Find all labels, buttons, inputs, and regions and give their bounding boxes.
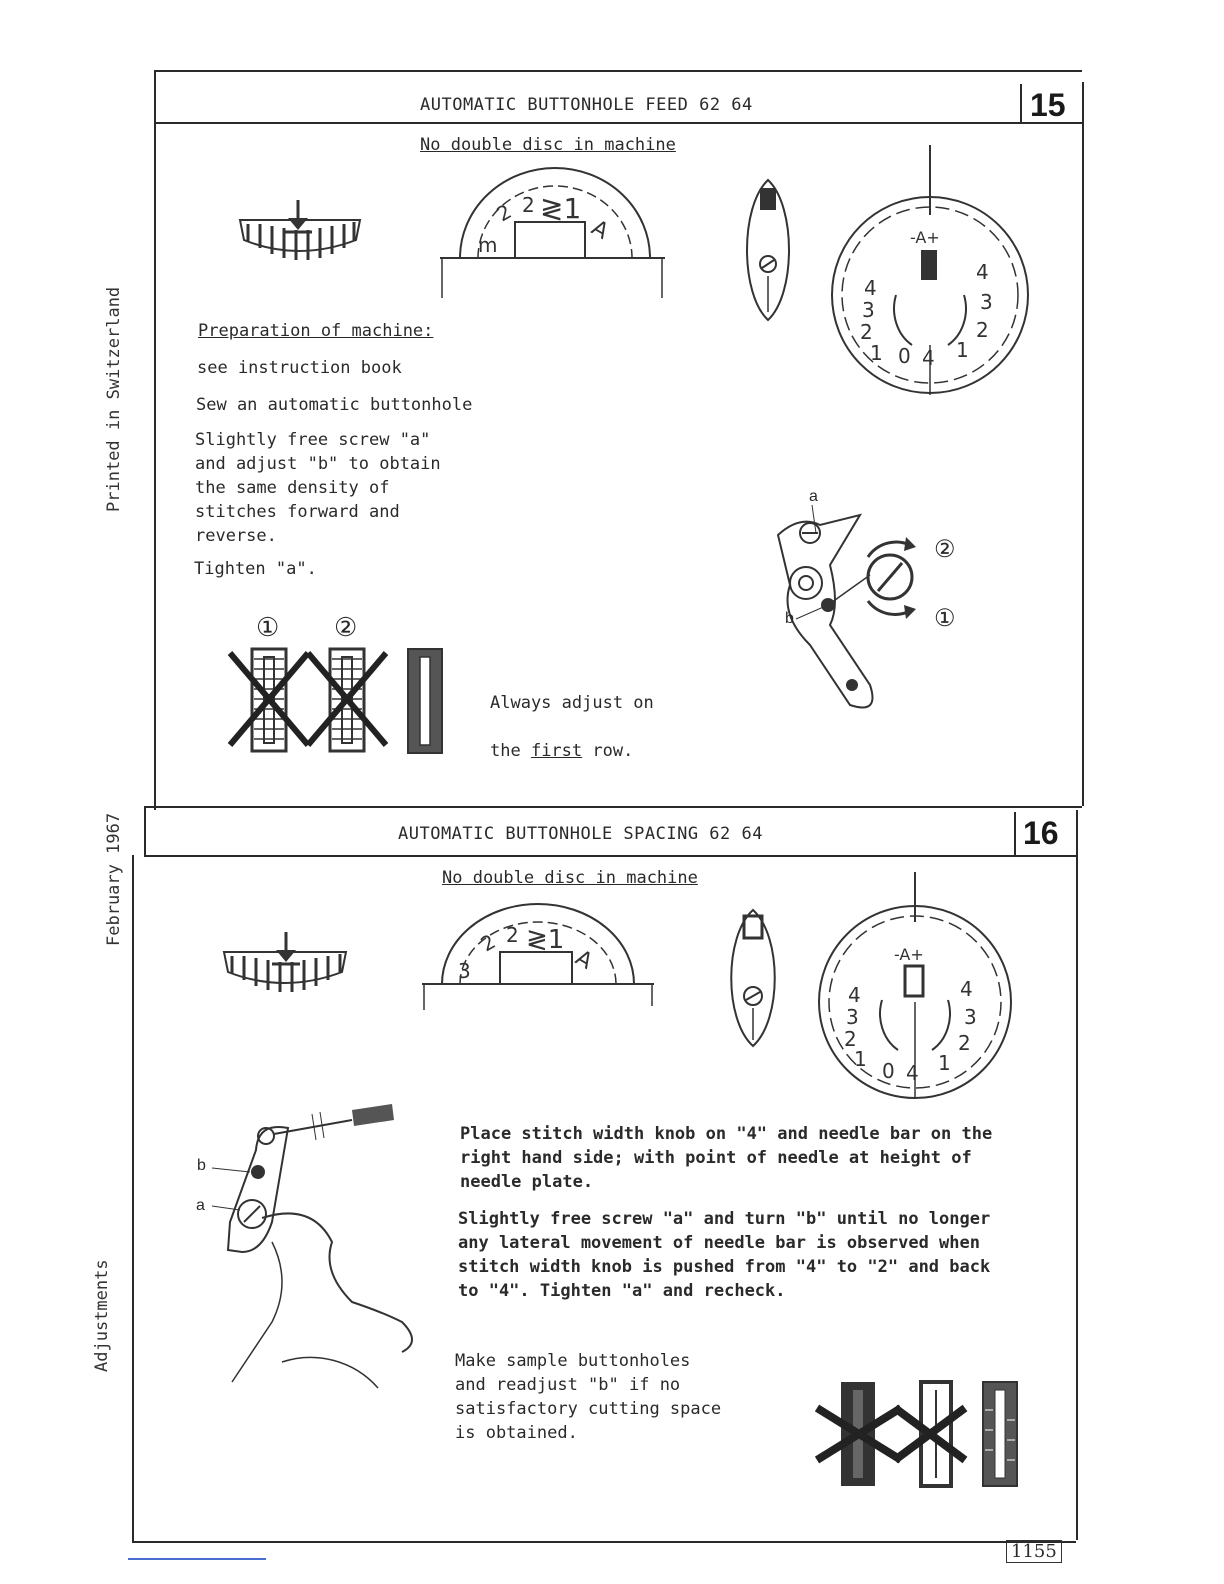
label-screw-b-15: b <box>785 610 794 627</box>
svg-text:2: 2 <box>492 199 516 227</box>
lever-illustration <box>738 176 798 324</box>
section-16-subtitle: No double disc in machine <box>442 868 698 888</box>
side-label-date: February 1967 <box>104 812 124 946</box>
round-dial-illustration-16 <box>812 872 1022 1102</box>
side-label-section: Adjustments <box>92 1259 112 1372</box>
marker-direction-1: ① <box>934 605 956 632</box>
page-number: 1155 <box>1006 1540 1062 1563</box>
svg-text:2: 2 <box>976 318 989 342</box>
step-instruction-book: see instruction book <box>197 358 402 378</box>
footer-rule <box>128 1558 266 1560</box>
svg-text:3: 3 <box>980 290 993 314</box>
label-screw-a-15: a <box>809 488 818 505</box>
svg-text:2: 2 <box>860 320 873 344</box>
svg-text:1: 1 <box>938 1051 951 1075</box>
section-16-title: AUTOMATIC BUTTONHOLE SPACING 62 64 <box>398 824 763 844</box>
step-sew-buttonhole: Sew an automatic buttonhole <box>196 395 473 415</box>
round-dial-illustration <box>826 145 1036 395</box>
section-16-number: 16 <box>1023 815 1059 851</box>
note-line-2-pre: the <box>490 741 531 761</box>
svg-text:4: 4 <box>960 977 973 1001</box>
svg-text:m: m <box>478 233 498 257</box>
step-tighten: Tighten "a". <box>194 559 317 579</box>
svg-text:≷1: ≷1 <box>526 925 565 955</box>
svg-text:3: 3 <box>862 298 875 322</box>
svg-text:4: 4 <box>848 983 861 1007</box>
side-label-printed: Printed in Switzerland <box>104 286 124 512</box>
sample-marker-2: ② <box>334 612 358 642</box>
svg-text:2: 2 <box>958 1031 971 1055</box>
svg-text:4: 4 <box>906 1061 919 1085</box>
marker-direction-2: ② <box>934 536 956 563</box>
svg-text:2: 2 <box>476 929 500 957</box>
svg-text:3: 3 <box>846 1005 859 1029</box>
svg-text:4: 4 <box>864 276 877 300</box>
knob-illustration-16 <box>220 932 350 997</box>
svg-text:1: 1 <box>870 341 883 365</box>
knob-illustration <box>236 200 366 265</box>
section-15-number: 15 <box>1030 87 1066 123</box>
svg-text:A: A <box>587 215 613 245</box>
section-15-subtitle: No double disc in machine <box>420 135 676 155</box>
svg-text:3: 3 <box>458 959 471 983</box>
svg-text:1: 1 <box>854 1047 867 1071</box>
svg-text:2: 2 <box>844 1027 857 1051</box>
instruction-sample-buttonholes: Make sample buttonholes and readjust "b" if no satisfactory cutting space is obtained. <box>455 1351 722 1443</box>
instruction-free-screw: Slightly free screw "a" and turn "b" until no longer any lateral movement of needle bar is observed when stitch width knob is pushed from "4" to "2" and back to "4". Tighten "a" and recheck. <box>458 1209 991 1301</box>
svg-text:1: 1 <box>956 338 969 362</box>
svg-text:2: 2 <box>522 193 535 217</box>
section-15-title: AUTOMATIC BUTTONHOLE FEED 62 64 <box>420 95 753 115</box>
buttonhole-samples-illustration-16 <box>815 1380 1025 1490</box>
label-screw-a-16: a <box>196 1197 205 1214</box>
svg-text:-A+: -A+ <box>894 945 924 964</box>
disc-semicircle-illustration <box>440 160 670 300</box>
svg-text:4: 4 <box>922 346 935 370</box>
buttonhole-samples-illustration <box>226 645 448 757</box>
note-line-2-emph: first <box>530 741 583 761</box>
disc-semicircle-illustration-16 <box>422 898 657 1013</box>
needle-bar-mechanism-illustration <box>212 1102 437 1392</box>
svg-text:3: 3 <box>964 1005 977 1029</box>
svg-text:2: 2 <box>506 923 519 947</box>
sample-marker-1: ① <box>256 612 280 642</box>
svg-text:-A+: -A+ <box>910 228 940 247</box>
label-screw-b-16: b <box>197 1157 206 1174</box>
prep-heading: Preparation of machine: <box>198 321 434 341</box>
svg-text:0: 0 <box>898 344 911 368</box>
instruction-stitch-width: Place stitch width knob on "4" and needle bar on the right hand side; with point of needle at height of needle plate. <box>460 1124 993 1192</box>
note-line-2-post: row. <box>582 741 634 761</box>
note-line-1: Always adjust on <box>490 693 654 713</box>
note-always-adjust <box>490 667 654 763</box>
svg-text:≷1: ≷1 <box>540 192 582 225</box>
svg-text:0: 0 <box>882 1059 895 1083</box>
step-adjust-screw: Slightly free screw "a" and adjust "b" to obtain the same density of stitches forward and reverse. <box>195 430 441 546</box>
lever-illustration-16 <box>722 906 784 1050</box>
svg-text:4: 4 <box>976 260 989 284</box>
svg-text:A: A <box>571 945 597 975</box>
